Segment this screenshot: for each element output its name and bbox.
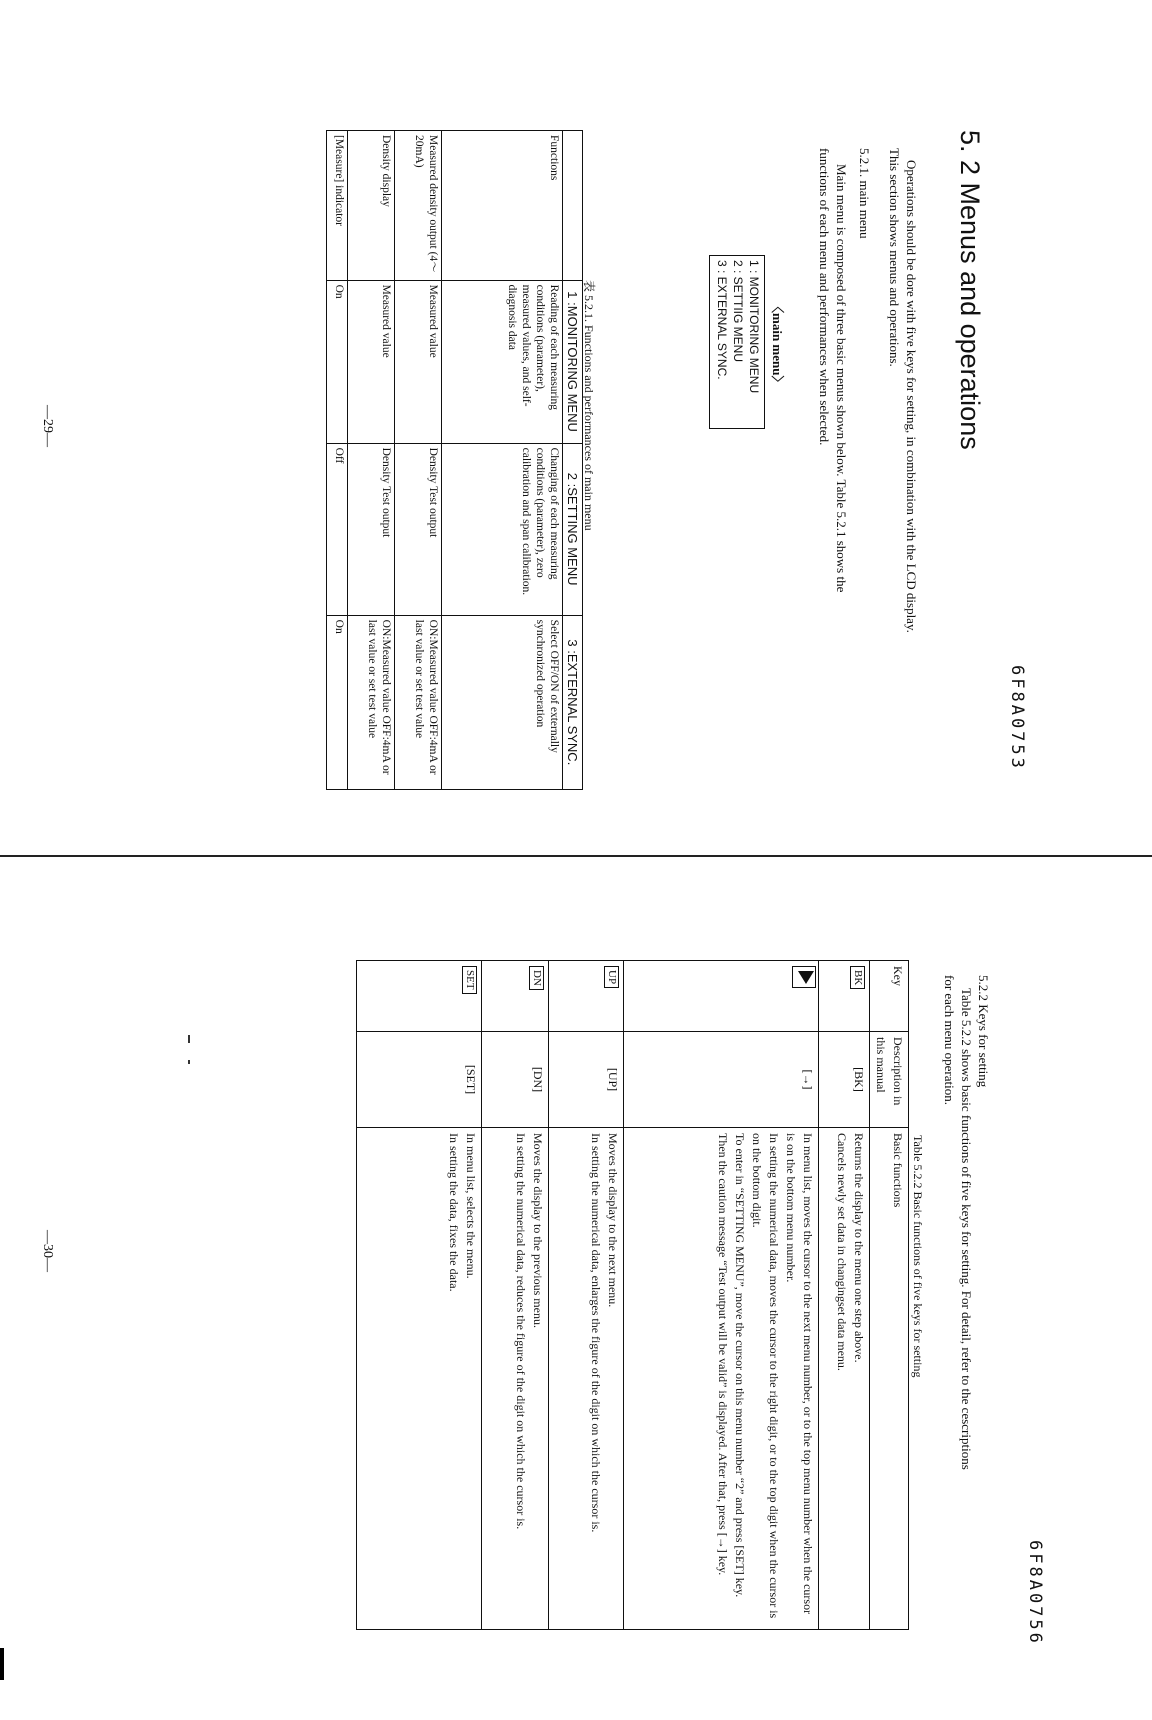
- bk-key-icon: BK: [850, 966, 865, 989]
- table-header-cell: 3 :EXTERNAL SYNC.: [563, 615, 583, 789]
- table-cell: Changing of each measuring conditions (parameter), zero calibration and span calibration.: [442, 443, 563, 615]
- table-cell: Density Test output: [395, 443, 442, 615]
- table-header-row: [870, 961, 909, 1630]
- function-text: In setting the numerical data, reduces the figure of the digit on which the cursor is.: [514, 1133, 528, 1530]
- intro-line-1: Operations should be dore with five keys for setting, in combination with the LCD display.: [904, 160, 919, 633]
- main-menu-box: [709, 255, 765, 429]
- table-row: [819, 961, 870, 1630]
- table-cell: Functions: [442, 131, 563, 281]
- function-text: To enter in “SETTING MENU”, move the cursor on this menu number “2” and press [SET] key. Then the caution message “Test output will be valid” is displayed. After that, press [→] key.: [716, 1133, 747, 1598]
- table-row: [482, 961, 549, 1630]
- table-cell: Measured value: [348, 280, 395, 443]
- table-cell: ON:Measured value OFF:4mA or last value or set test value: [395, 615, 442, 789]
- main-menu-item-1: 1 : MONITORING MENU: [747, 260, 761, 394]
- function-text: In setting the data, fixes the data.: [447, 1133, 461, 1292]
- table-cell: Reading of each measuring conditions (parameter), measured values, and self-diagnosis data: [442, 280, 563, 443]
- table-cell: [819, 961, 870, 1032]
- function-text: Moves the display to the previous menu.: [531, 1133, 545, 1328]
- up-key-icon: UP: [604, 966, 619, 988]
- body-line-1: Table 5.2.2 shows basic functions of five keys for setting. For detail, refer to the cescriptions: [959, 988, 974, 1470]
- table-cell: Select OFF/ON of externally synchronized operation: [442, 615, 563, 789]
- function-text: Returns the display to the menu one step above.: [852, 1133, 866, 1363]
- table-cell: On: [327, 280, 348, 443]
- keys-table: [356, 960, 909, 1630]
- table-cell: [→]: [624, 1032, 819, 1128]
- table-header-row: [563, 131, 583, 790]
- table-cell: [SET]: [357, 1032, 482, 1128]
- intro-line-2: This section shows menus and operations.: [887, 148, 902, 367]
- document-code: 6F8A0753: [1007, 665, 1027, 771]
- table-cell: [UP]: [549, 1032, 624, 1128]
- body-line-2: for each menu operation.: [942, 975, 957, 1105]
- table-row: [549, 961, 624, 1630]
- function-text: Cancels newly set data in changingset data menu.: [835, 1133, 849, 1371]
- table-cell: [357, 1128, 482, 1630]
- table-caption: Table 5.2.2 Basic functions of five keys for setting: [911, 1135, 925, 1378]
- function-text: Moves the display to the next menu.: [606, 1133, 620, 1308]
- function-text: In setting the numerical data, moves the cursor to the right digit, or to the top digit when the cursor is on the bottom digit.: [750, 1133, 781, 1619]
- table-cell: Measured value: [395, 280, 442, 443]
- page-number: —30—: [40, 1230, 55, 1272]
- page-29: [0, 75, 1085, 905]
- scan-edge-mark: [0, 1648, 4, 1680]
- table-cell: [BK]: [819, 1032, 870, 1128]
- section-heading: 5. 2 Menus and operations: [955, 130, 985, 450]
- page-number: —29—: [40, 405, 55, 447]
- table-cell: [357, 961, 482, 1032]
- table-cell: Off: [327, 443, 348, 615]
- table-cell: ON:Measured value OFF:4mA or last value or set test value: [348, 615, 395, 789]
- main-menu-item-2: 2 : SETTIIG MENU: [731, 260, 745, 363]
- function-text: In menu list, selects the menu.: [464, 1133, 478, 1279]
- subheading: 5.2.1. main menu: [857, 148, 872, 239]
- table-cell: [549, 961, 624, 1032]
- table-cell: [549, 1128, 624, 1630]
- table-header-cell: Key: [870, 961, 909, 1032]
- table-cell: Density display: [348, 131, 395, 281]
- table-row: [395, 131, 442, 790]
- table-row: [327, 131, 348, 790]
- document-code: 6F8A0756: [1025, 1540, 1045, 1646]
- table-cell: Measured density output (4～20mA): [395, 131, 442, 281]
- table-header-cell: [563, 131, 583, 281]
- page-divider-line: [0, 855, 1152, 857]
- main-menu-table: [326, 130, 583, 790]
- body-line-2: functions of each menu and performances when selected.: [817, 148, 832, 446]
- table-header-cell: Description in this manual: [870, 1032, 909, 1128]
- set-key-icon: SET: [462, 966, 477, 994]
- table-row: [442, 131, 563, 790]
- table-header-cell: Basic functions: [870, 1128, 909, 1630]
- function-text: In setting the numerical data, enlarges the figure of the digit on which the cursor is.: [589, 1133, 603, 1533]
- dn-key-icon: DN: [529, 966, 544, 990]
- table-row: [624, 961, 819, 1630]
- table-cell: [482, 961, 549, 1032]
- table-row: [348, 131, 395, 790]
- main-menu-item-3: 3 : EXTERNAL SYNC.: [715, 260, 729, 380]
- table-header-cell: 1 :MONITORING MENU: [563, 280, 583, 443]
- scan-speck: [188, 1035, 190, 1043]
- section-heading: 5.2.2 Keys for setting: [976, 975, 991, 1088]
- table-cell: [Measure] indicator: [327, 131, 348, 281]
- function-text: In menu list, moves the cursor to the next menu number, or to the top menu number when the cursor is on the bottom menu number.: [784, 1133, 815, 1615]
- table-cell: [482, 1128, 549, 1630]
- page-30: [0, 900, 1085, 1720]
- right-triangle-key-icon: [792, 966, 816, 988]
- table-row: [357, 961, 482, 1630]
- table-cell: [624, 961, 819, 1032]
- table-cell: On: [327, 615, 348, 789]
- table-cell: Density Test output: [348, 443, 395, 615]
- table-header-cell: 2 :SETTING MENU: [563, 443, 583, 615]
- scan-speck: [188, 1060, 190, 1064]
- table-cell: [624, 1128, 819, 1630]
- body-line-1: Main menu is composed of three basic menus shown below. Table 5.2.1 shows the: [834, 164, 849, 593]
- main-menu-title: 〈main menu〉: [770, 300, 785, 389]
- table-cell: [819, 1128, 870, 1630]
- table-caption: 表 5.2.1. Functions and performances of main menu: [582, 280, 596, 531]
- table-cell: [DN]: [482, 1032, 549, 1128]
